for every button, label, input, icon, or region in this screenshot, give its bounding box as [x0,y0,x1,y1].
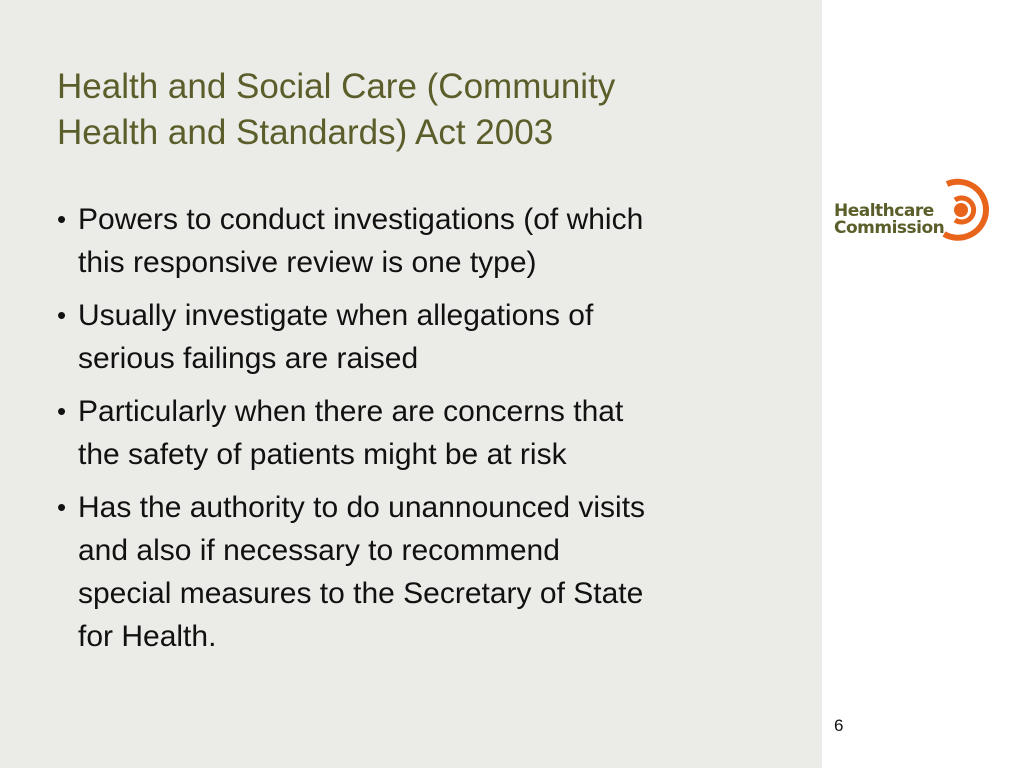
bullet-text [78,486,797,658]
slide-title-line: Health and Standards) Act 2003 [57,113,554,152]
bullet-line: Powers to conduct investigations (of which [78,203,644,236]
bullet-line: Usually investigate when allegations of [78,299,594,332]
bullet-line: for Health. [78,620,217,653]
bullet-line: this responsive review is one type) [78,246,537,279]
bullet-line: special measures to the Secretary of State [78,577,644,610]
broadcast-signal-icon [942,172,1002,242]
slide-title [57,64,797,156]
bullet-list [57,198,797,668]
bullet-dot-icon: • [57,492,67,522]
bullet-item [57,486,797,658]
bullet-line: serious failings are raised [78,342,419,375]
bullet-item [57,198,797,284]
slide-title-line: Health and Social Care (Community [57,67,616,106]
bullet-line: Has the authority to do unannounced visits [78,491,646,524]
bullet-text [78,390,797,476]
bullet-line: and also if necessary to recommend [78,534,560,567]
logo-text-line1: Healthcare [834,201,934,221]
bullet-dot-icon: • [57,396,67,426]
bullet-item [57,390,797,476]
slide-sidebar [822,0,1024,768]
bullet-dot-icon: • [57,204,67,234]
bullet-line: Particularly when there are concerns that [78,395,624,428]
bullet-text [78,294,797,380]
page-number: 6 [834,716,844,735]
logo-text-line2: Commission [834,218,945,238]
signal-dot [954,203,968,217]
bullet-item [57,294,797,380]
bullet-dot-icon: • [57,300,67,330]
bullet-text [78,198,797,284]
bullet-line: the safety of patients might be at risk [78,438,567,471]
healthcare-commission-logo [832,172,1002,242]
